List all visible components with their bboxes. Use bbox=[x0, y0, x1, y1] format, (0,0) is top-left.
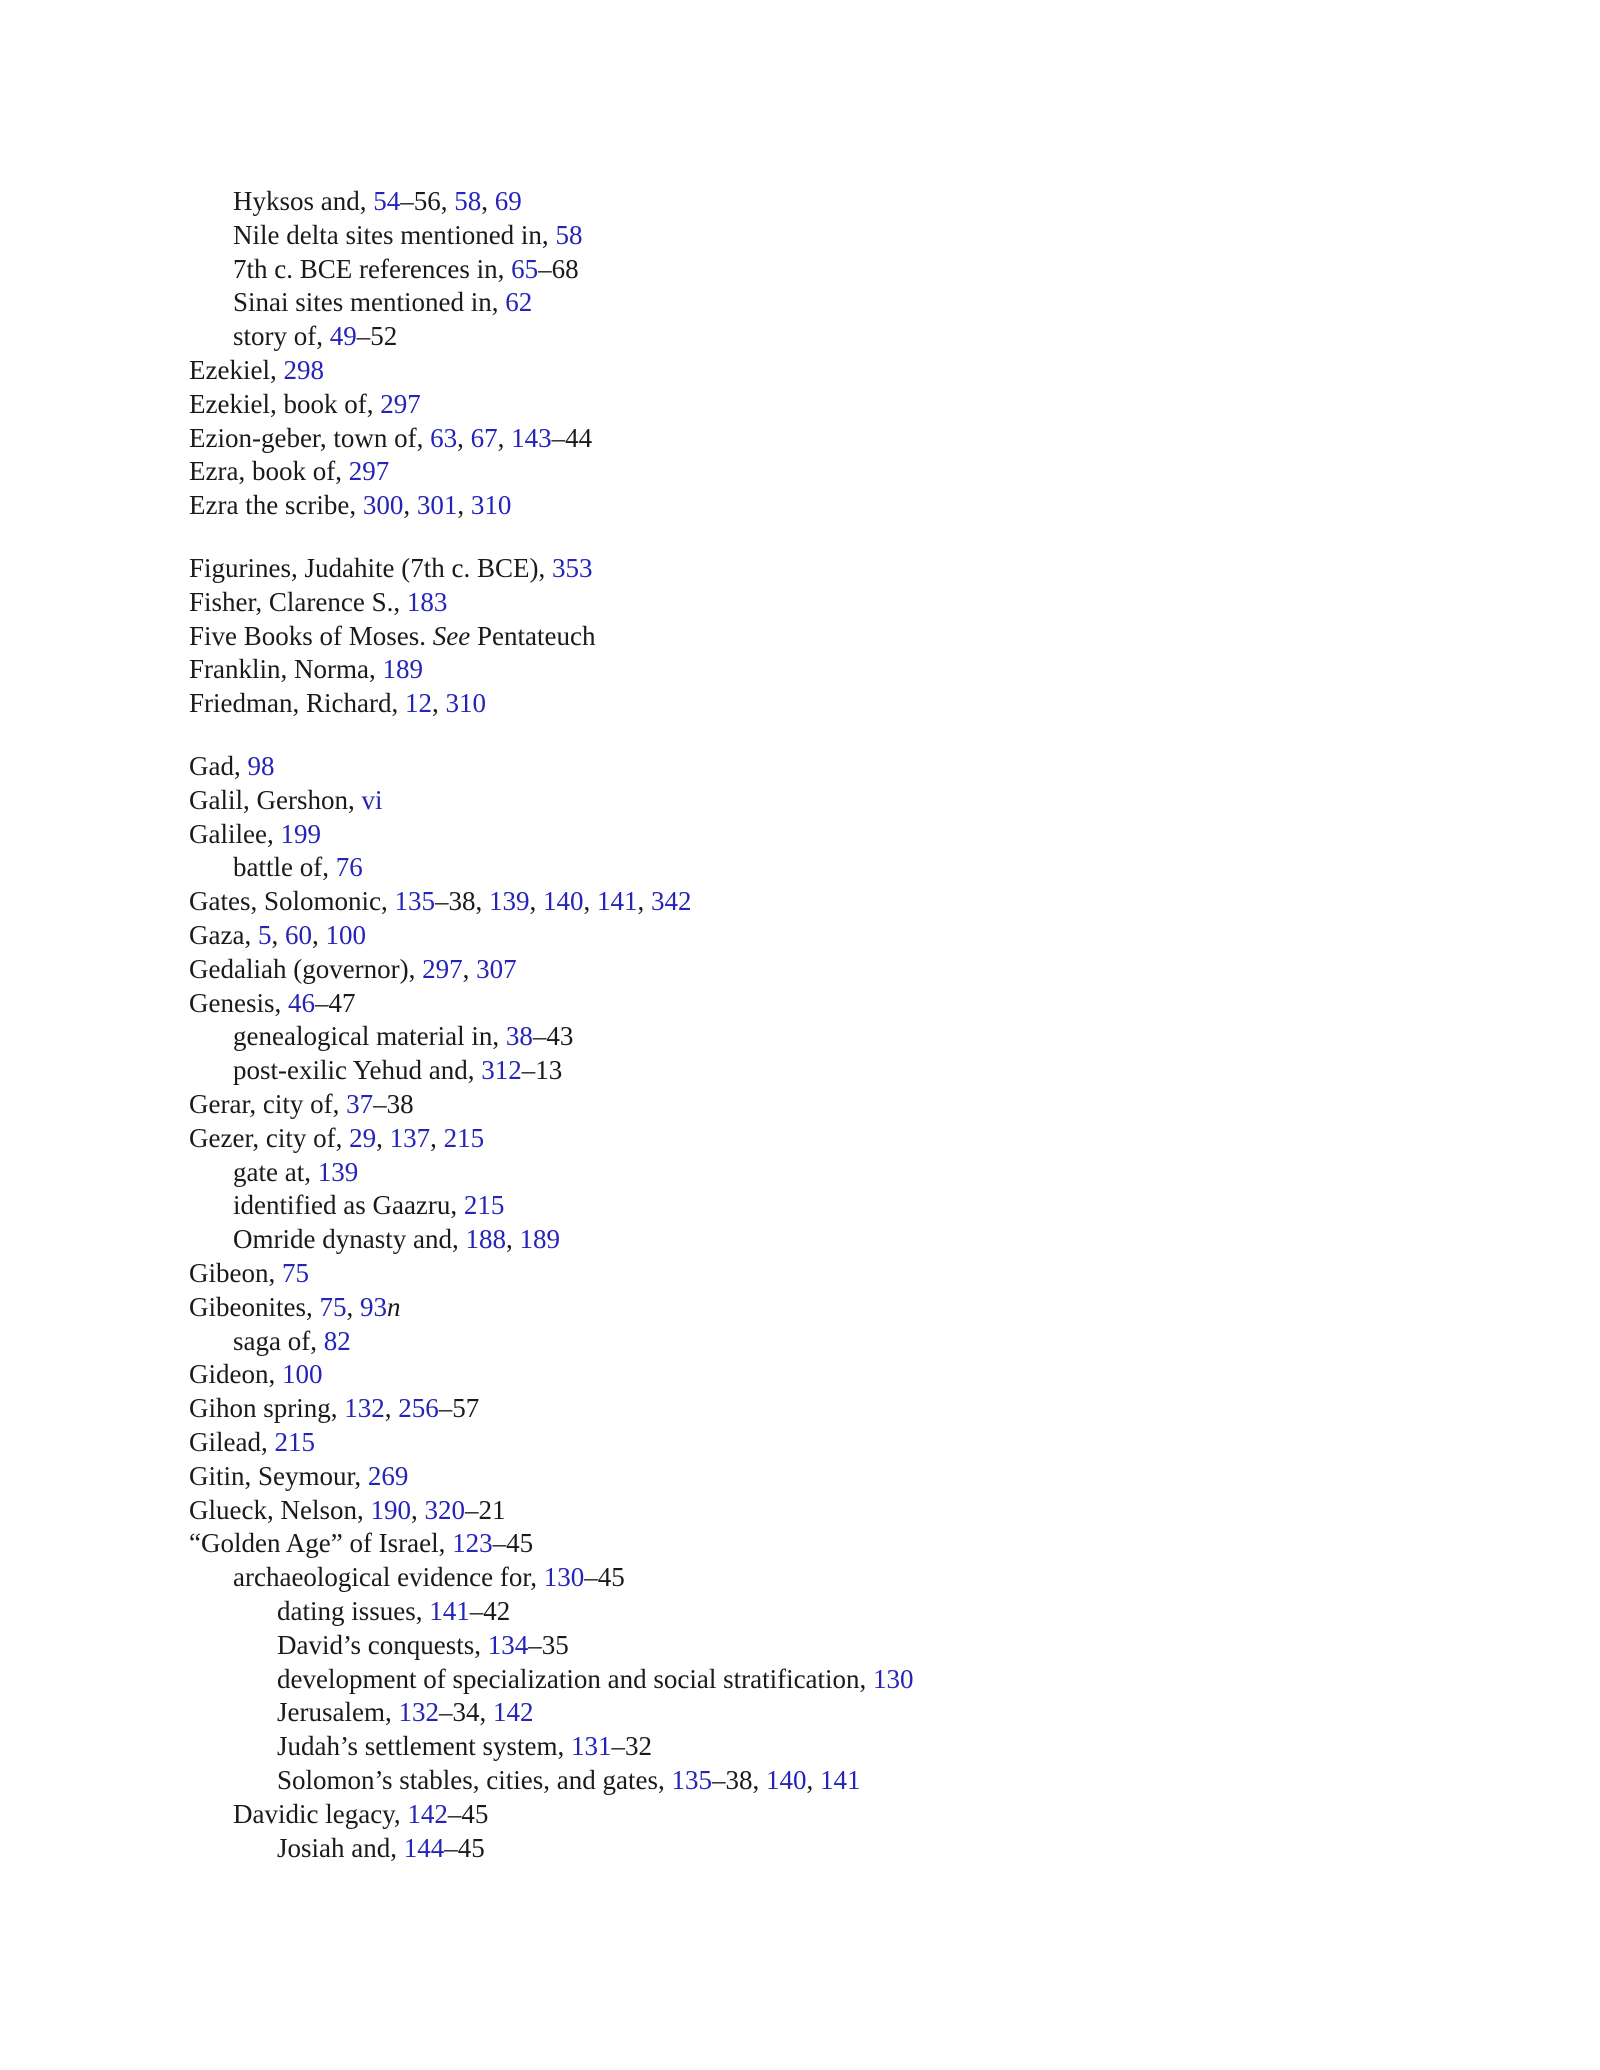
entry-text: Gitin, Seymour, bbox=[189, 1460, 368, 1491]
entry-text: archaeological evidence for, bbox=[233, 1562, 544, 1593]
page-link[interactable]: 342 bbox=[650, 886, 692, 917]
page-link[interactable]: 135 bbox=[394, 886, 435, 917]
index-entry bbox=[189, 885, 1439, 919]
page-link[interactable]: 310 bbox=[445, 688, 486, 719]
index-entry bbox=[189, 354, 1439, 388]
entry-text: Davidic legacy, bbox=[233, 1798, 408, 1829]
page-link[interactable]: 60 bbox=[284, 919, 312, 950]
page-link[interactable]: 310 bbox=[470, 490, 512, 521]
page-link[interactable]: 141 bbox=[819, 1764, 861, 1795]
entry-text: “Golden Age” of Israel, bbox=[189, 1528, 453, 1559]
index-subentry bbox=[189, 1730, 1439, 1764]
page-link[interactable]: 69 bbox=[494, 186, 522, 216]
entry-text: –21 bbox=[464, 1494, 506, 1525]
page-link[interactable]: 63 bbox=[430, 422, 458, 453]
entry-text: development of specialization and social stratification, bbox=[277, 1663, 874, 1694]
page-link[interactable]: 134 bbox=[487, 1629, 529, 1660]
entry-text: Gibeon, bbox=[189, 1257, 282, 1288]
index-subentry bbox=[189, 185, 1439, 219]
entry-text: , bbox=[431, 688, 446, 719]
index-subentry bbox=[189, 1156, 1439, 1190]
page-link[interactable]: 54 bbox=[373, 186, 401, 216]
entry-text: , bbox=[384, 1393, 399, 1424]
entry-text: Fisher, Clarence S., bbox=[189, 586, 407, 617]
entry-text: , bbox=[505, 1224, 520, 1255]
page-link[interactable]: 190 bbox=[370, 1494, 411, 1525]
entry-text: , bbox=[410, 1494, 425, 1525]
entry-text: Sinai sites mentioned in, bbox=[233, 287, 506, 318]
entry-text: , bbox=[637, 886, 651, 917]
page-link[interactable]: 58 bbox=[454, 186, 482, 216]
page-link[interactable]: 142 bbox=[492, 1697, 534, 1728]
page-link[interactable]: 301 bbox=[416, 490, 458, 521]
note-suffix: n bbox=[386, 1291, 401, 1322]
index-subentry bbox=[189, 1054, 1439, 1088]
entry-text: –68 bbox=[538, 253, 579, 284]
index-subentry bbox=[189, 1223, 1439, 1257]
page-link[interactable]: 131 bbox=[570, 1731, 612, 1762]
page-link[interactable]: 132 bbox=[344, 1393, 385, 1424]
page-link[interactable]: 49 bbox=[329, 321, 357, 352]
entry-text: saga of, bbox=[233, 1325, 324, 1356]
index-entry bbox=[189, 620, 1439, 654]
index-entry bbox=[189, 586, 1439, 620]
index-entry bbox=[189, 1494, 1439, 1528]
entry-text: , bbox=[457, 422, 471, 453]
index-entry bbox=[189, 1392, 1439, 1426]
page-link[interactable]: 38 bbox=[505, 1021, 533, 1052]
page-link[interactable]: 183 bbox=[406, 586, 448, 617]
index-entry bbox=[189, 1088, 1439, 1122]
page-link[interactable]: 139 bbox=[488, 886, 530, 917]
page-link[interactable]: 269 bbox=[367, 1460, 409, 1491]
entry-text: Gerar, city of, bbox=[189, 1088, 347, 1119]
index-entry bbox=[189, 489, 1439, 523]
entry-text: –45 bbox=[492, 1528, 534, 1559]
entry-text: , bbox=[481, 186, 495, 216]
page-link[interactable]: 76 bbox=[335, 852, 363, 883]
entry-text: , bbox=[457, 490, 471, 521]
page-link[interactable]: 62 bbox=[505, 287, 533, 318]
entry-text: , bbox=[403, 490, 417, 521]
entry-text: Josiah and, bbox=[277, 1832, 404, 1863]
index-entry bbox=[189, 653, 1439, 687]
index-entry bbox=[189, 1358, 1439, 1392]
index-entry bbox=[189, 987, 1439, 1021]
page-link[interactable]: 353 bbox=[551, 553, 593, 583]
page-link[interactable]: 189 bbox=[519, 1224, 560, 1255]
entry-text: –42 bbox=[469, 1595, 511, 1626]
entry-text: –52 bbox=[356, 321, 398, 352]
index-entry bbox=[189, 422, 1439, 456]
page-link[interactable]: 130 bbox=[873, 1663, 914, 1694]
index-entry bbox=[189, 1426, 1439, 1460]
index-subentry bbox=[189, 1561, 1439, 1595]
index-subentry bbox=[189, 219, 1439, 253]
entry-text: , bbox=[430, 1122, 444, 1153]
entry-text: Five Books of Moses. bbox=[189, 620, 433, 651]
index-subentry bbox=[189, 1595, 1439, 1629]
entry-text: , bbox=[271, 919, 285, 950]
page-link[interactable]: 297 bbox=[422, 953, 463, 984]
index-subentry bbox=[189, 1798, 1439, 1832]
entry-text: –57 bbox=[438, 1393, 480, 1424]
entry-text: Figurines, Judahite (7th c. BCE), bbox=[189, 553, 552, 583]
page-link[interactable]: 75 bbox=[319, 1291, 347, 1322]
entry-text: –45 bbox=[444, 1832, 485, 1863]
page-link[interactable]: 100 bbox=[281, 1359, 323, 1390]
index-entry bbox=[189, 552, 1439, 586]
page-link[interactable]: 139 bbox=[317, 1156, 359, 1187]
entry-text: , bbox=[311, 919, 326, 950]
page-link[interactable]: 140 bbox=[765, 1764, 807, 1795]
entry-text: Glueck, Nelson, bbox=[189, 1494, 371, 1525]
entry-text: , bbox=[806, 1764, 820, 1795]
entry-text: 7th c. BCE references in, bbox=[233, 253, 512, 284]
entry-text: –43 bbox=[532, 1021, 574, 1052]
page-link[interactable]: 312 bbox=[481, 1055, 522, 1086]
entry-text: Gad, bbox=[189, 751, 248, 781]
entry-text: –56, bbox=[400, 186, 455, 216]
index-subentry bbox=[189, 1020, 1439, 1054]
index-section-e bbox=[189, 185, 1439, 523]
entry-text: story of, bbox=[233, 321, 330, 352]
index-entry bbox=[189, 784, 1439, 818]
entry-text: –34, bbox=[438, 1697, 493, 1728]
entry-text: –47 bbox=[314, 987, 356, 1018]
page-link[interactable]: 130 bbox=[543, 1562, 585, 1593]
entry-text: –45 bbox=[447, 1798, 489, 1829]
index-subentry bbox=[189, 1629, 1439, 1663]
entry-text: genealogical material in, bbox=[233, 1021, 506, 1052]
entry-text: , bbox=[583, 886, 597, 917]
page-link[interactable]: 65 bbox=[511, 253, 539, 284]
index-entry bbox=[189, 1527, 1439, 1561]
index-entry bbox=[189, 687, 1439, 721]
index-entry bbox=[189, 388, 1439, 422]
entry-text: Solomon’s stables, cities, and gates, bbox=[277, 1764, 672, 1795]
index-entry bbox=[189, 818, 1439, 852]
index-entry bbox=[189, 1122, 1439, 1156]
entry-text: Ezekiel, bbox=[189, 354, 284, 385]
index-entry bbox=[189, 919, 1439, 953]
page-link[interactable]: 75 bbox=[281, 1257, 309, 1288]
page-link[interactable]: 67 bbox=[470, 422, 498, 453]
page-link[interactable]: 46 bbox=[287, 987, 315, 1018]
page-link[interactable]: 137 bbox=[389, 1122, 431, 1153]
page-link[interactable]: 199 bbox=[280, 818, 321, 849]
entry-text: Franklin, Norma, bbox=[189, 654, 383, 685]
entry-text: identified as Gaazru, bbox=[233, 1190, 464, 1221]
page-link[interactable]: 188 bbox=[465, 1224, 506, 1255]
entry-text: Omride dynasty and, bbox=[233, 1224, 466, 1255]
page-link[interactable]: 100 bbox=[325, 919, 366, 950]
entry-text: –45 bbox=[584, 1562, 625, 1593]
entry-text: Gates, Solomonic, bbox=[189, 886, 395, 917]
see-reference: See bbox=[432, 620, 471, 651]
entry-text: Ezekiel, book of, bbox=[189, 388, 381, 419]
index-entry bbox=[189, 455, 1439, 489]
page-link[interactable]: 297 bbox=[380, 388, 421, 419]
entry-text: Galil, Gershon, bbox=[189, 784, 362, 815]
page-link[interactable]: 320 bbox=[424, 1494, 465, 1525]
index-entry bbox=[189, 750, 1439, 784]
entry-text: Gedaliah (governor), bbox=[189, 953, 423, 984]
entry-text: battle of, bbox=[233, 852, 336, 883]
page-link[interactable]: 141 bbox=[429, 1595, 470, 1626]
index-subentry bbox=[189, 1696, 1439, 1730]
entry-text: , bbox=[346, 1291, 360, 1322]
entry-text: –44 bbox=[551, 422, 593, 453]
page-link[interactable]: 58 bbox=[555, 219, 583, 250]
entry-text: Ezion-geber, town of, bbox=[189, 422, 431, 453]
page-link[interactable]: 37 bbox=[346, 1088, 374, 1119]
page-link[interactable]: 142 bbox=[407, 1798, 448, 1829]
page-link[interactable]: 29 bbox=[349, 1122, 377, 1153]
page-link[interactable]: 300 bbox=[362, 490, 404, 521]
entry-text: Gibeonites, bbox=[189, 1291, 320, 1322]
page-link[interactable]: 215 bbox=[274, 1426, 315, 1457]
page-link[interactable]: 5 bbox=[257, 919, 272, 950]
entry-text: , bbox=[462, 953, 477, 984]
entry-text: –35 bbox=[528, 1629, 569, 1660]
page-link[interactable]: 256 bbox=[398, 1393, 439, 1424]
index-subentry bbox=[189, 1325, 1439, 1359]
page-link[interactable]: 144 bbox=[403, 1832, 445, 1863]
entry-text: Gideon, bbox=[189, 1359, 282, 1390]
page-link[interactable]: 132 bbox=[398, 1697, 439, 1728]
page-link[interactable]: vi bbox=[361, 784, 383, 815]
page-link[interactable]: 140 bbox=[542, 886, 584, 917]
entry-text: Hyksos and, bbox=[233, 186, 374, 216]
entry-text: –38, bbox=[434, 886, 489, 917]
index-section-f bbox=[189, 552, 1439, 721]
page-link[interactable]: 135 bbox=[671, 1764, 712, 1795]
index-entry bbox=[189, 1460, 1439, 1494]
page-link[interactable]: 307 bbox=[476, 953, 517, 984]
entry-text: Gihon spring, bbox=[189, 1393, 345, 1424]
entry-text: –13 bbox=[521, 1055, 563, 1086]
entry-text: David’s conquests, bbox=[277, 1629, 488, 1660]
entry-text: Friedman, Richard, bbox=[189, 688, 405, 719]
index-subentry bbox=[189, 851, 1439, 885]
index-entry bbox=[189, 1291, 1439, 1325]
entry-text: Pentateuch bbox=[470, 620, 596, 651]
page-link[interactable]: 12 bbox=[404, 688, 432, 719]
entry-text: , bbox=[497, 422, 512, 453]
entry-text: Galilee, bbox=[189, 818, 281, 849]
index-entry bbox=[189, 1257, 1439, 1291]
entry-text: Ezra, book of, bbox=[189, 456, 349, 487]
index-subentry bbox=[189, 1189, 1439, 1223]
entry-text: Gilead, bbox=[189, 1426, 275, 1457]
entry-text: Genesis, bbox=[189, 987, 288, 1018]
page-link[interactable]: 98 bbox=[247, 751, 275, 781]
page-link[interactable]: 298 bbox=[283, 354, 324, 385]
entry-text: Judah’s settlement system, bbox=[277, 1731, 571, 1762]
entry-text: gate at, bbox=[233, 1156, 318, 1187]
entry-text: –38 bbox=[373, 1088, 414, 1119]
index-subentry bbox=[189, 286, 1439, 320]
entry-text: Gaza, bbox=[189, 919, 258, 950]
page-link[interactable]: 123 bbox=[452, 1528, 493, 1559]
index-subentry bbox=[189, 1832, 1439, 1866]
index-subentry bbox=[189, 253, 1439, 287]
index-section-g bbox=[189, 750, 1439, 1865]
entry-text: Jerusalem, bbox=[277, 1697, 399, 1728]
index-subentry bbox=[189, 320, 1439, 354]
entry-text: Nile delta sites mentioned in, bbox=[233, 219, 556, 250]
index-subentry bbox=[189, 1663, 1439, 1697]
page-link[interactable]: 189 bbox=[382, 654, 423, 685]
entry-text: Gezer, city of, bbox=[189, 1122, 350, 1153]
entry-text: , bbox=[376, 1122, 390, 1153]
entry-text: , bbox=[529, 886, 543, 917]
page-link[interactable]: 215 bbox=[443, 1122, 485, 1153]
entry-text: Ezra the scribe, bbox=[189, 490, 363, 521]
page-link[interactable]: 297 bbox=[348, 456, 390, 487]
page-link[interactable]: 215 bbox=[463, 1190, 505, 1221]
entry-text: dating issues, bbox=[277, 1595, 430, 1626]
entry-text: –32 bbox=[611, 1731, 652, 1762]
index-subentry bbox=[189, 1764, 1439, 1798]
page-link[interactable]: 93 bbox=[359, 1291, 387, 1322]
entry-text: post-exilic Yehud and, bbox=[233, 1055, 482, 1086]
page-link[interactable]: 82 bbox=[323, 1325, 351, 1356]
page-link[interactable]: 141 bbox=[596, 886, 638, 917]
page-link[interactable]: 143 bbox=[511, 422, 552, 453]
index-entry bbox=[189, 953, 1439, 987]
entry-text: –38, bbox=[711, 1764, 766, 1795]
